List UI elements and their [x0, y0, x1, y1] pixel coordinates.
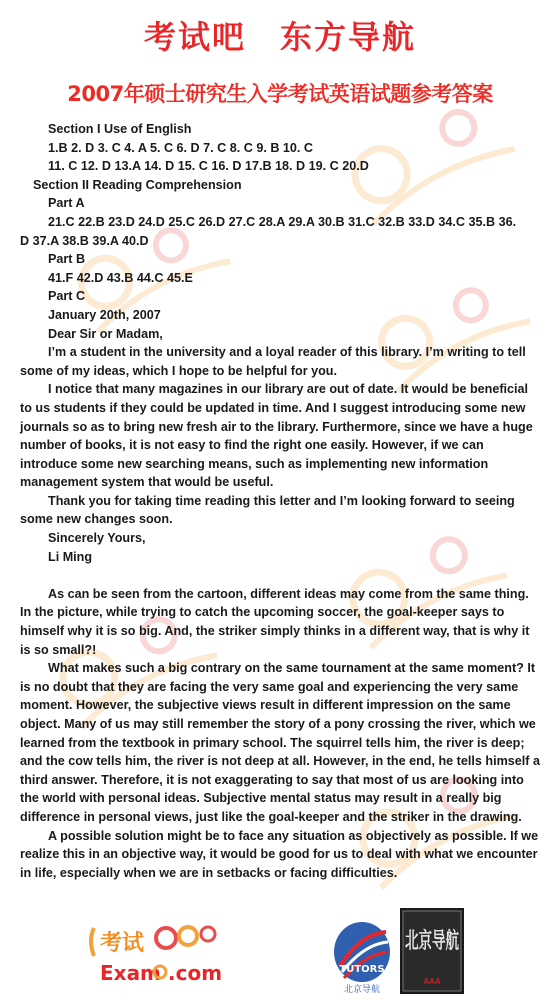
logo-left-en: Exam	[100, 961, 161, 985]
part-a-label: Part A	[48, 196, 85, 211]
page-title: 考试吧 东方导航	[143, 18, 416, 56]
letter-closing: Sincerely Yours,	[48, 531, 146, 546]
letter-paragraph: Thank you for taking time reading this letter and I’m looking forward to seeing some new changes soon.	[20, 493, 515, 527]
part-a-answers-line1: 21.C 22.B 23.D 24.D 25.C 26.D 27.C 28.A 29.A 30.B 31.C 32.B 33.D 34.C 35.B 36.	[48, 214, 517, 229]
essay-paragraph: What makes such a big contrary on the same tournament at the same moment? It is no doubt that they are facing the very same goal and experiencing the very same moment. However, the subjective views result in different impression on the same object. Many of us may still remember the story of a pony crossing the river, which we learned from the textbook in primary school. The squirrel tells him, the river is deep; and the cow tells him, the river is not deep at all. However, in the end, he tells himself a third answer. Therefore, it is not exaggerating to say that most of us are looking into the world with personal ideas. Subjective mental status may result in a really big difference in personal views, just like the goal-keeper and the striker in the drawing.	[20, 661, 540, 824]
letter-salutation: Dear Sir or Madam,	[48, 326, 163, 341]
exam8-logo	[88, 920, 238, 995]
spacer	[20, 566, 542, 585]
section2-heading: Section II Reading Comprehension	[33, 177, 242, 192]
part-a-answers-line2: D 37.A 38.B 39.A 40.D	[20, 233, 149, 248]
part-b-label: Part B	[48, 252, 86, 267]
letter-paragraph: I’m a student in the university and a loyal reader of this library. I’m writing to tell some of my ideas, which I hope to be helpful for you.	[20, 345, 526, 378]
section1-answers-line2: 11. C 12. D 13.A 14. D 15. C 16. D 17.B 18. D 19. C 20.D	[48, 159, 369, 174]
part-b-answers: 41.F 42.D 43.B 44.C 45.E	[48, 270, 193, 285]
tutors-logo-icon	[330, 914, 394, 994]
logo-left-cn: 考试	[100, 931, 145, 956]
section1-answers-line1: 1.B 2. D 3. C 4. A 5. C 6. D 7. C 8. C 9. B 10. C	[48, 140, 314, 155]
tutors-text: TUTORS	[339, 964, 385, 975]
page-subtitle: 2007年硕士研究生入学考试英语试题参考答案	[67, 82, 493, 106]
beijing-daohang-logo	[400, 908, 464, 999]
beijing-daohang-logo-icon	[400, 908, 464, 994]
logo-right-small: AAA	[423, 977, 441, 986]
tutors-logo	[330, 914, 394, 999]
letter-signature: Li Ming	[48, 549, 93, 564]
answer-document	[20, 120, 542, 882]
essay-paragraph: A possible solution might be to face any situation as objectively as possible. If we realize this in an objective way, it would be good for us to deal with what we encounter in life, especially when we are in setbacks or facing difficulties.	[20, 828, 539, 880]
tutors-cn: 北京导航	[343, 985, 381, 995]
letter-date: January 20th, 2007	[48, 307, 161, 322]
letter-paragraph: I notice that many magazines in our library are out of date. It would be beneficial to us students if they could be updated in time. And I suggest introducing some new journals so as to bring new fresh air to the library. Furthermore, since we have a huge number of books, it is not easy to find the right one easily. However, if we can introduce some new searching means, such as implementing new information management system that would be useful.	[20, 382, 533, 490]
logo-right-cn: 北京导航	[405, 928, 459, 954]
exam8-logo-icon	[88, 920, 238, 990]
essay-paragraph: As can be seen from the cartoon, different ideas may come from the same thing. In the picture, while trying to catch the upcoming soccer, the goal-keeper says to himself why it is so big. And, the striker simply thinks in a different way, that is why it is so small?!	[20, 586, 530, 657]
part-c-label: Part C	[48, 289, 86, 304]
section1-heading: Section I Use of English	[48, 122, 192, 136]
logo-left-suffix: .com	[168, 961, 223, 985]
